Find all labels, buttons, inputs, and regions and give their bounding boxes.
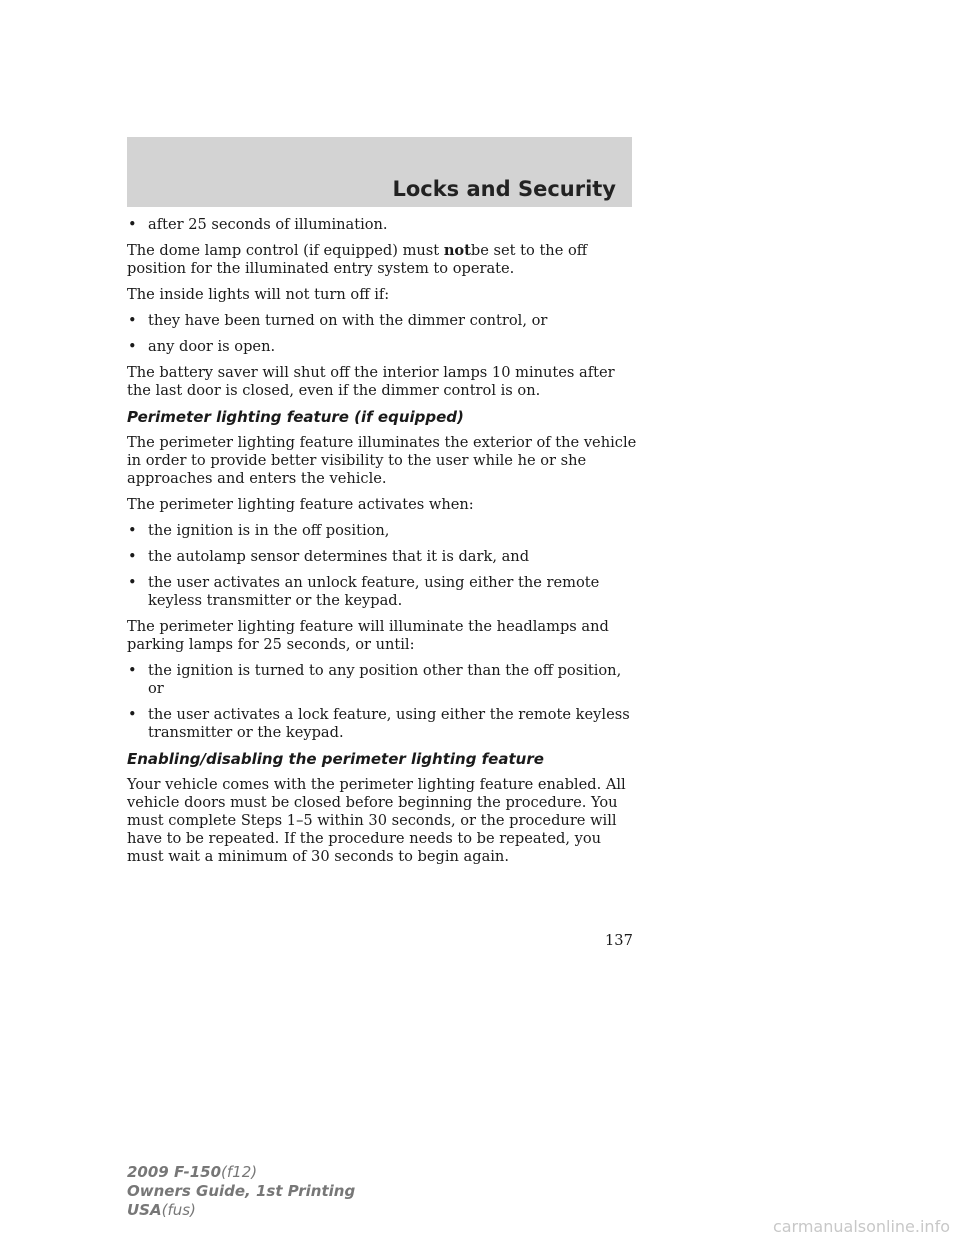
heading-perimeter-lighting: Perimeter lighting feature (if equipped) bbox=[127, 408, 464, 426]
bullet-dot: • bbox=[128, 216, 137, 233]
bullet-text: any door is open. bbox=[148, 338, 276, 355]
section-header-band bbox=[127, 137, 632, 207]
bullet-dot: • bbox=[128, 548, 137, 565]
bullet-text: the ignition is in the off position, bbox=[148, 522, 390, 539]
bullet-item bbox=[127, 706, 637, 742]
bullet-text: the autolamp sensor determines that it is dark, and bbox=[148, 548, 530, 565]
paragraph-activates-when: The perimeter lighting feature activates when: bbox=[127, 496, 474, 513]
footer-region-line bbox=[127, 1201, 355, 1220]
bullet-item bbox=[127, 338, 637, 356]
paragraph-battery-saver: The battery saver will shut off the interior lamps 10 minutes after the last door is closed, even if the dimmer control is on. bbox=[127, 364, 615, 399]
paragraph-perimeter-intro: The perimeter lighting feature illuminates the exterior of the vehicle in order to provide better visibility to the user while he or she approaches and enters the vehicle. bbox=[127, 434, 637, 487]
bullet-dot: • bbox=[128, 312, 137, 329]
footer-region-code: (fus) bbox=[161, 1201, 196, 1219]
bullet-dot: • bbox=[128, 338, 137, 355]
bullet-dot: • bbox=[128, 522, 137, 539]
footer-model: 2009 F-150 bbox=[127, 1163, 222, 1181]
bullet-item bbox=[127, 574, 637, 610]
bullet-item bbox=[127, 548, 637, 566]
bullet-item bbox=[127, 312, 637, 330]
bullet-text: they have been turned on with the dimmer control, or bbox=[148, 312, 548, 329]
bullet-item bbox=[127, 522, 637, 540]
paragraph-dome-lamp bbox=[127, 242, 637, 278]
bullet-text: the ignition is turned to any position other than the off position, or bbox=[148, 662, 622, 697]
dome-text-emphasis: not bbox=[443, 242, 471, 259]
footer-guide-line: Owners Guide, 1st Printing bbox=[127, 1182, 356, 1200]
bullet-dot: • bbox=[128, 706, 137, 723]
page-content bbox=[127, 216, 637, 874]
dome-text-start: The dome lamp control (if equipped) must bbox=[127, 242, 444, 259]
bullet-text: the user activates a lock feature, using either the remote keyless transmitter or the keypad. bbox=[148, 706, 630, 741]
bullet-dot: • bbox=[128, 574, 137, 591]
bullet-item bbox=[127, 662, 637, 698]
bullet-text: the user activates an unlock feature, using either the remote keyless transmitter or the keypad. bbox=[148, 574, 600, 609]
paragraph-inside-lights: The inside lights will not turn off if: bbox=[127, 286, 390, 303]
paragraph-illuminate-until: The perimeter lighting feature will illuminate the headlamps and parking lamps for 25 seconds, or until: bbox=[127, 618, 609, 653]
dome-text-end: be set to the off position for the illuminated entry system to operate. bbox=[127, 242, 588, 277]
paragraph-enabling: Your vehicle comes with the perimeter lighting feature enabled. All vehicle doors must be closed before beginning the procedure. You must complete Steps 1–5 within 30 seconds, or the procedure will have to be repeated. If the procedure needs to be repeated, you must wait a minimum of 30 seconds to begin again. bbox=[127, 776, 626, 865]
page-number: 137 bbox=[605, 932, 633, 949]
bullet-dot: • bbox=[128, 662, 137, 679]
document-footer bbox=[127, 1163, 355, 1220]
section-title: Locks and Security bbox=[392, 177, 616, 201]
footer-model-line bbox=[127, 1163, 355, 1182]
watermark: carmanualsonline.info bbox=[772, 1217, 950, 1236]
footer-model-code: (f12) bbox=[221, 1163, 258, 1181]
bullet-item bbox=[127, 216, 637, 234]
bullet-text: after 25 seconds of illumination. bbox=[148, 216, 388, 233]
heading-enabling-disabling: Enabling/disabling the perimeter lighting feature bbox=[127, 750, 544, 768]
footer-region: USA bbox=[127, 1201, 162, 1219]
